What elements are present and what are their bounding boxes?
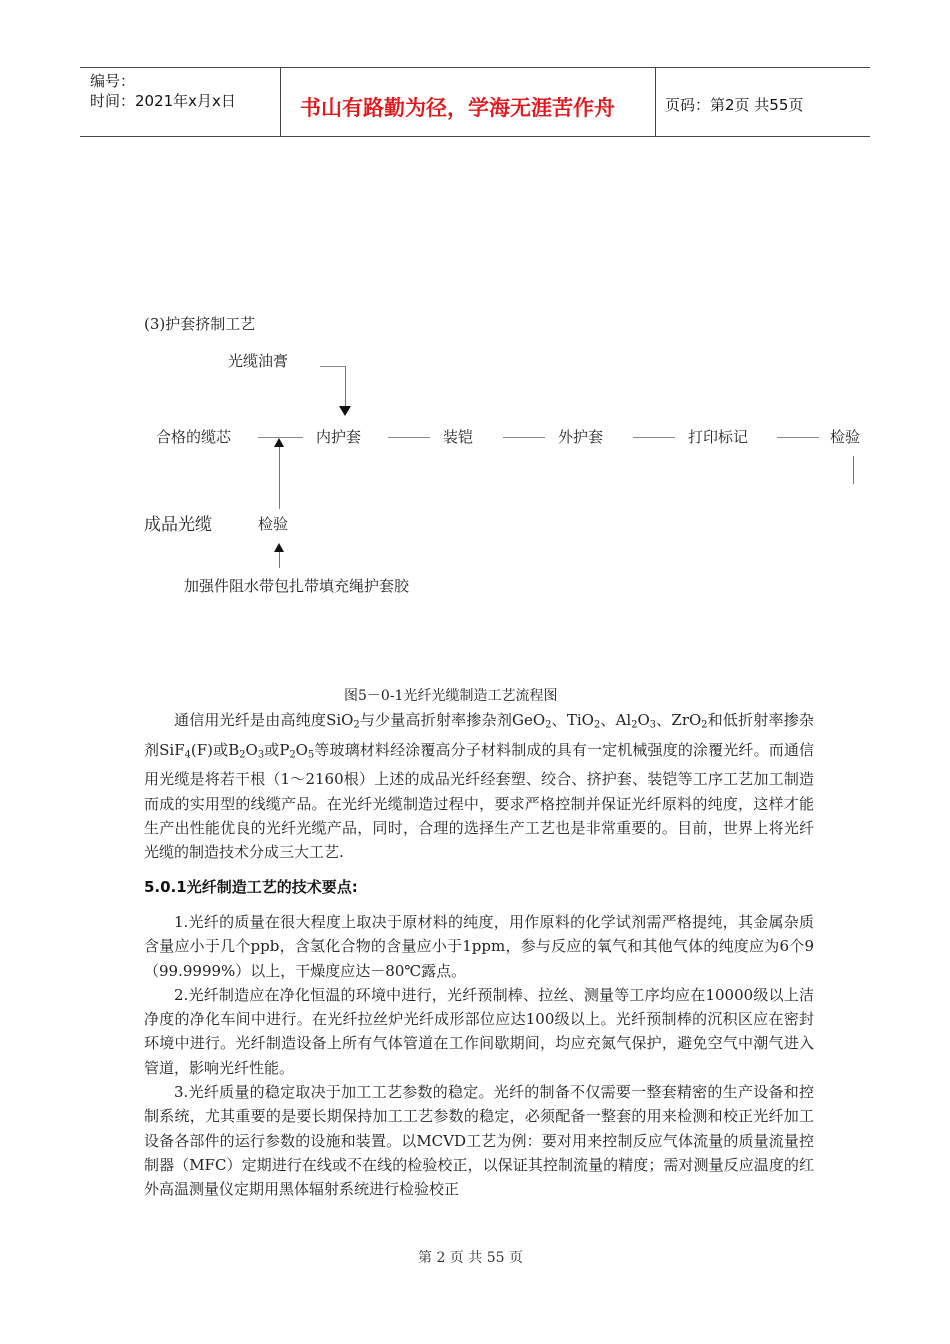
connector-inspect-down: [853, 456, 854, 484]
intro-paragraph: 通信用光纤是由高纯度SiO$_2$与少量高折射率掺杂剂GeO$_2$、TiO$_2$、$Al_2O_3$、ZrO$_2$和低折射率掺杂剂SiF$_4$(F)或$B_2O_3$或$P_2O_5$等玻璃材料经涂覆高分子材料制成的具有一定机械强度的涂覆光纤。而通信用光缆是将若干根（1～2160根）上述的成品光纤经套塑、绞合、挤护套、装铠等工序工艺加工制造而成的实用型的线缆产品。在光纤光缆制造过程中，要求严格控制并保证光纤原料的纯度，这样才能生产出性能优良的光纤光缆产品，同时，合理的选择生产工艺也是非常重要的。目前，世界上将光纤光缆的制造技术分成三大工艺.: [144, 711, 815, 862]
flow-node-inspect-bottom: 检验: [258, 515, 289, 533]
flow-node-inner-sheath: 内护套: [316, 428, 362, 446]
flow-node-outer-sheath: 外护套: [558, 428, 604, 446]
connector-armor-outer: [503, 437, 545, 438]
flowchart-title: (3)护套挤制工艺: [144, 315, 256, 333]
flow-node-armor: 装铠: [443, 428, 474, 446]
connector-ointment-h: [320, 366, 346, 367]
header-motto: 书山有路勤为径，学海无涯苦作舟: [300, 96, 615, 120]
arrow-up-icon: [274, 438, 284, 447]
connector-ointment-v: [345, 366, 346, 410]
connector-outer-print: [633, 437, 675, 438]
points-body: [144, 910, 814, 1202]
point-2: 2.光纤制造应在净化恒温的环境中进行，光纤预制棒、拉丝、测量等工序均应在10000级以上洁净度的净化车间中进行。在光纤拉丝炉光纤成形部位应达100级以上。光纤预制棒的沉积区应在密封环境中进行。光纤制造设备上所有气体管道在工作间歇期间，均应充氮气保护，避免空气中潮气进入管道，影响光纤性能。: [144, 985, 814, 1077]
header-divider-left: [280, 68, 281, 136]
header-date: 时间：2021年x月x日: [90, 92, 236, 110]
connector-inspect-inner: [279, 447, 280, 509]
point-3: 3.光纤质量的稳定取决于加工工艺参数的稳定。光纤的制备不仅需要一整套精密的生产设备和控制系统，尤其重要的是要长期保持加工工艺参数的稳定，必须配备一整套的用来检测和校正光纤加工设备各部件的运行参数的设施和装置。以MCVD工艺为例：要对用来控制反应气体流量的质量流量控制器（MFC）定期进行在线或不在线的检验校正，以保证其控制流量的精度；需对测量反应温度的红外高温测量仪定期用黑体辐射系统进行检验校正: [144, 1083, 814, 1199]
connector-inner-armor: [388, 437, 430, 438]
flow-node-materials: 加强件阻水带包扎带填充绳护套胶: [184, 577, 410, 595]
header-divider-right: [655, 68, 656, 136]
flow-node-ointment: 光缆油膏: [228, 352, 289, 370]
flow-node-finished-cable: 成品光缆: [144, 515, 212, 535]
connector-materials: [279, 552, 280, 568]
header-number: 编号：: [90, 72, 136, 90]
figure-caption: 图5－0-1光纤光缆制造工艺流程图: [344, 688, 558, 704]
arrow-up-icon: [274, 543, 284, 552]
flow-node-inspect-top: 检验: [830, 428, 861, 446]
flow-node-print-mark: 打印标记: [688, 428, 749, 446]
header-page-number: 页码：第2页 共55页: [665, 96, 804, 114]
flow-node-qualified-core: 合格的缆芯: [156, 428, 232, 446]
arrow-down-icon: [339, 406, 351, 416]
connector-print-inspect: [777, 437, 819, 438]
point-1: 1.光纤的质量在很大程度上取决于原材料的纯度，用作原料的化学试剂需严格提纯，其金属杂质含量应小于几个ppb，含氢化合物的含量应小于1ppm，参与反应的氧气和其他气体的纯度应为6个9（99.9999%）以上，干燥度应达－80℃露点。: [144, 913, 814, 980]
section-title: 5.0.1光纤制造工艺的技术要点:: [144, 878, 358, 896]
page-footer: 第 2 页 共 55 页: [418, 1250, 523, 1266]
